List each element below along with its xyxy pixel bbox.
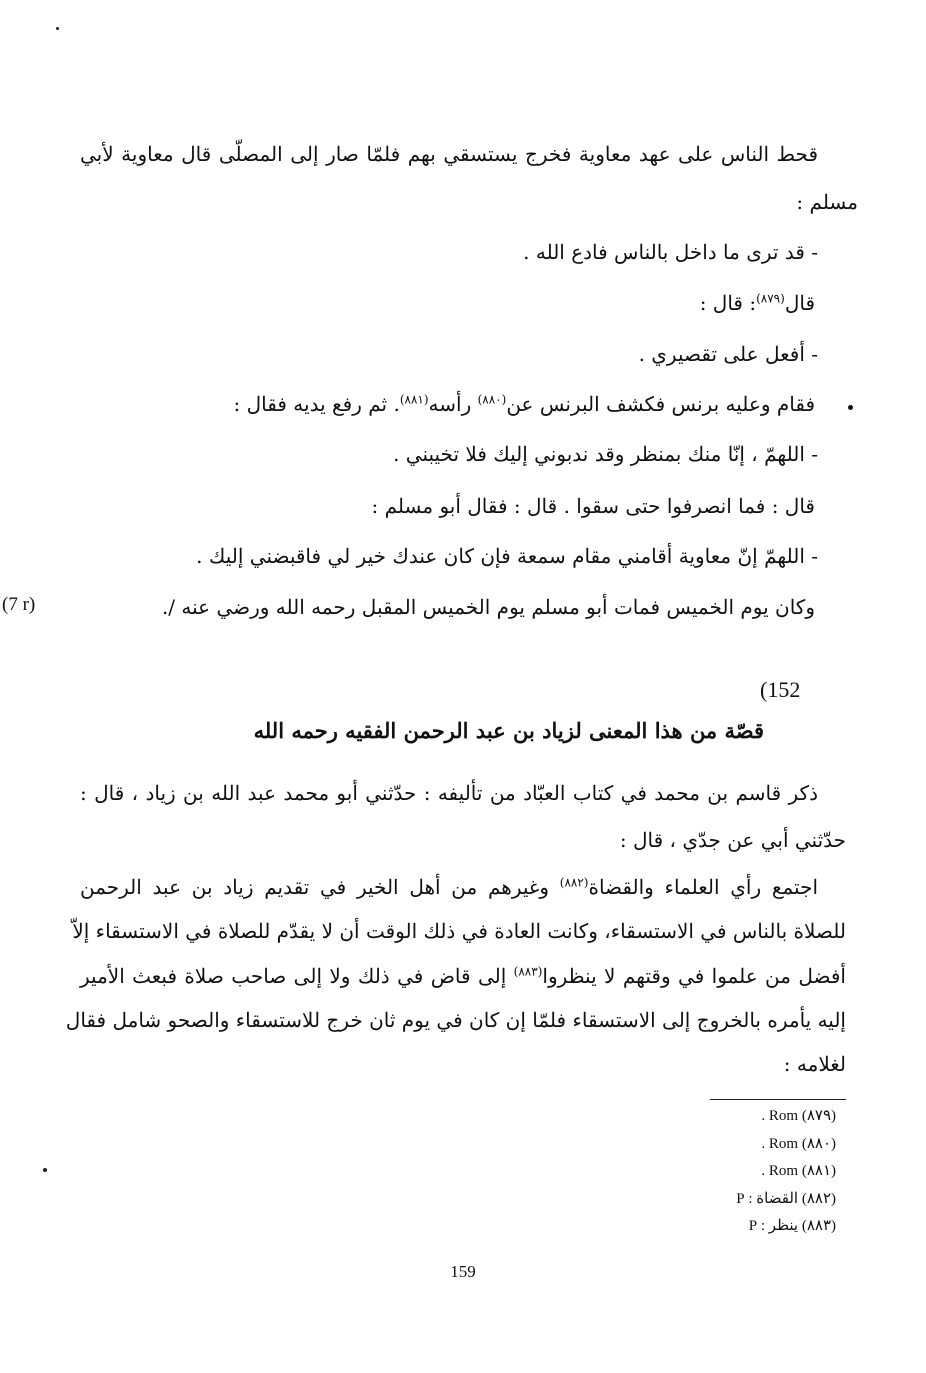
- footnote-divider: [710, 1099, 846, 1100]
- dialogue-line-3: - اللهمّ ، إنّا منك بمنظر وقد ندبوني إليك فلا تخيبني .: [393, 442, 818, 466]
- rise-part-3: . ثم رفع يديه فقال :: [233, 392, 400, 416]
- page-number: 159: [450, 1262, 476, 1281]
- footnote-text: Rom .: [761, 1136, 799, 1152]
- paragraph-3-line-4: إليه يأمره بالخروج إلى الاستسقاء فلمّا إن كان في يوم ثان خرج للاستسقاء والصحو شامل فقال: [65, 1008, 846, 1032]
- paragraph-3-line-3: [80, 962, 846, 990]
- footnote-ref: (٨٨٠): [477, 392, 507, 407]
- footnote-ref: (٨٨١): [399, 392, 429, 407]
- paragraph-2-line-2: حدّثني أبي عن جدّي ، قال :: [619, 828, 846, 852]
- p3-line-3-b: إلى قاض في ذلك ولا إلى صاحب صلاة فبعث الأمير: [80, 964, 514, 988]
- said-prefix: قال: [784, 291, 815, 315]
- footnote-number: (٨٨٣): [801, 1218, 836, 1234]
- footnote-ref: (٨٧٩): [756, 291, 785, 306]
- margin-folio-note: (7 r): [2, 594, 36, 615]
- scan-speck: [56, 27, 59, 30]
- p3-line-1-b: وغيرهم من أهل الخير في تقديم زياد بن عبد الرحمن: [80, 875, 560, 899]
- paragraph-3-line-2: للصلاة بالناس في الاستسقاء، وكانت العادة في ذلك الوقت أن لا يقدّم للصلاة في الاستسقاء إلاّ: [72, 919, 846, 943]
- footnote-ref: (٨٨٣): [513, 964, 543, 979]
- footnote-item: [761, 1106, 836, 1126]
- footnote-item: [736, 1189, 836, 1209]
- closing-line: وكان يوم الخميس فمات أبو مسلم يوم الخميس المقبل رحمه الله ورضي عنه /.: [161, 595, 815, 619]
- footnote-number: (٨٨١): [801, 1163, 836, 1179]
- said-suffix: : قال :: [699, 291, 757, 315]
- section-title: قصّة من هذا المعنى لزياد بن عبد الرحمن الفقيه رحمه الله: [253, 718, 764, 743]
- footnote-text: القضاة : P: [736, 1191, 799, 1207]
- rise-part-2: رأسه: [428, 392, 478, 416]
- footnote-number: (٨٨٢): [801, 1191, 836, 1207]
- footnote-text: Rom .: [761, 1163, 799, 1179]
- scan-speck: [43, 1168, 47, 1172]
- footnote-number: (٨٧٩): [801, 1108, 836, 1124]
- footnote-item: [761, 1161, 836, 1181]
- p3-line-3-a: أفضل من علموا في وقتهم لا ينظروا: [542, 964, 846, 988]
- rise-part-1: فقام وعليه برنس فكشف البرنس عن: [506, 392, 815, 416]
- footnote-text: ينظر : P: [748, 1218, 799, 1234]
- bullet-marker: [848, 405, 853, 410]
- footnote-number: (٨٨٠): [801, 1136, 836, 1152]
- paragraph-3-line-1: [80, 873, 818, 901]
- footnote-ref: (٨٨٢): [559, 875, 589, 890]
- p3-line-1-a: اجتمع رأي العلماء والقضاة: [588, 875, 819, 899]
- footnote-item: [761, 1134, 836, 1154]
- paragraph-3-line-5: لغلامه :: [783, 1052, 846, 1076]
- dialogue-line-2: - أفعل على تقصيري .: [638, 342, 818, 366]
- said-line-2: قال : فما انصرفوا حتى سقوا . قال : فقال أبو مسلم :: [371, 494, 815, 518]
- footnote-text: Rom .: [761, 1108, 799, 1124]
- paragraph-1-line-1: قحط الناس على عهد معاوية فخرج يستسقي بهم فلمّا صار إلى المصلّى قال معاوية لأبي: [80, 142, 818, 166]
- said-line: [700, 289, 815, 317]
- dialogue-line-1: - قد ترى ما داخل بالناس فادع الله .: [523, 240, 818, 264]
- section-number: (152: [760, 677, 801, 702]
- dialogue-line-4: - اللهمّ إنّ معاوية أقامني مقام سمعة فإن كان عندك خير لي فاقبضني إليك .: [196, 544, 818, 568]
- footnote-item: [749, 1216, 836, 1236]
- paragraph-2-line-1: ذكر قاسم بن محمد في كتاب العبّاد من تأليفه : حدّثني أبو محمد عبد الله بن زياد ، قال :: [80, 781, 818, 805]
- paragraph-1-line-2: مسلم :: [796, 190, 858, 214]
- rise-line: [234, 390, 815, 418]
